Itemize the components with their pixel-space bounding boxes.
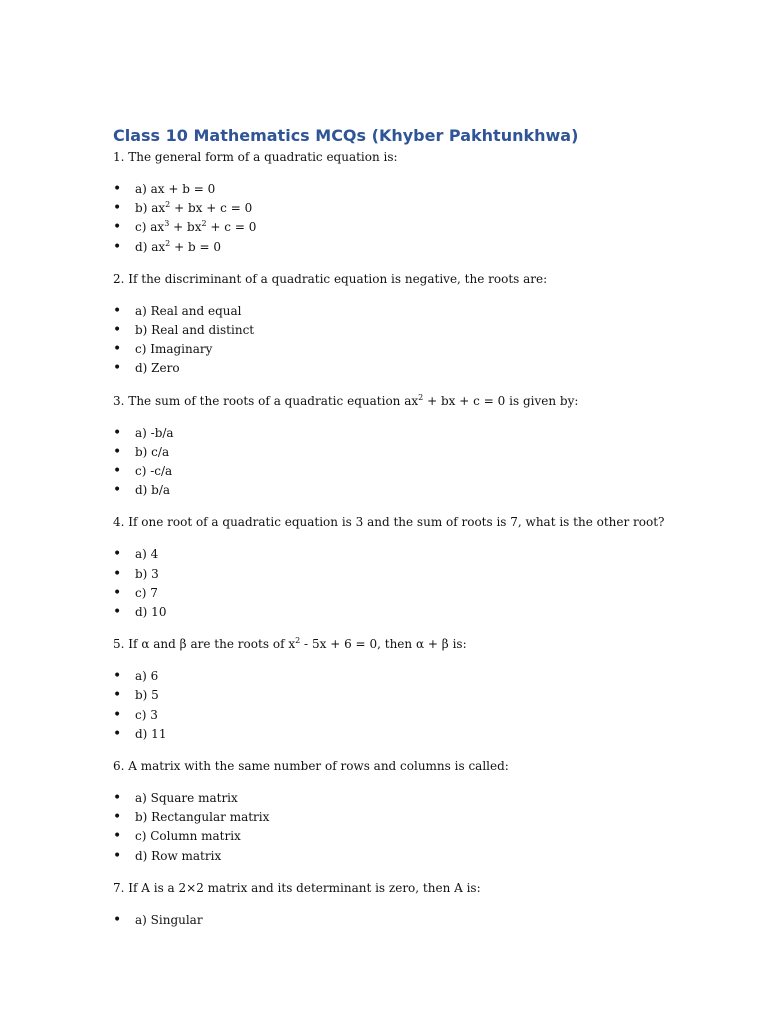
option-text: b) 5 [135,688,159,703]
bullet-icon: • [113,687,122,704]
question-block [113,879,713,930]
bullet-icon: • [113,668,122,685]
option-item [113,545,713,564]
option-list [113,789,713,866]
document-page [113,124,713,943]
option-text: a) 4 [135,547,159,562]
bullet-icon: • [113,341,122,358]
option-item [113,321,713,340]
option-item [113,462,713,481]
bullet-icon: • [113,706,122,723]
bullet-icon: • [113,546,122,563]
option-text: d) b/a [135,483,171,498]
question-text: 1. The general form of a quadratic equation is: [113,150,398,164]
question-block [113,757,713,866]
bullet-icon: • [113,463,122,480]
option-list [113,545,713,622]
option-text: a) Singular [135,912,203,927]
option-text: a) Square matrix [135,791,238,806]
question-text: 4. If one root of a quadratic equation is 3 and the sum of roots is 7, what is the other root? [113,515,665,530]
question-block [113,392,713,501]
document-title: Class 10 Mathematics MCQs (Khyber Pakhtunkhwa) [113,126,579,145]
option-item [113,302,713,321]
question-text: 3. The sum of the roots of a quadratic equation $ax^2$ + bx + c = 0 is given by: [113,392,579,408]
option-list [113,911,713,930]
option-item [113,584,713,603]
bullet-icon: • [113,828,122,845]
bullet-icon: • [113,302,122,319]
option-list [113,180,713,257]
question-text: 2. If the discriminant of a quadratic equation is negative, the roots are: [113,271,548,286]
bullet-icon: • [113,443,122,460]
bullet-icon: • [113,911,122,928]
option-text: a) ax + b = 0 [135,182,216,196]
option-item [113,565,713,584]
option-text: c) -c/a [135,464,173,479]
question-text: 7. If A is a 2×2 matrix and its determinant is zero, then A is: [113,880,481,895]
option-item [113,827,713,846]
question-list [113,148,713,930]
option-item [113,340,713,359]
option-item [113,789,713,808]
option-text: d) Zero [135,361,180,376]
option-text: c) 3 [135,707,158,722]
bullet-icon: • [113,219,122,236]
bullet-icon: • [113,604,122,621]
option-item [113,603,713,622]
bullet-icon: • [113,809,122,826]
bullet-icon: • [113,847,122,864]
option-text: d) Row matrix [135,848,222,863]
option-text: b) Real and distinct [135,323,255,338]
bullet-icon: • [113,725,122,742]
bullet-icon: • [113,322,122,339]
option-item [113,443,713,462]
option-list [113,302,713,379]
bullet-icon: • [113,424,122,441]
option-text: c) Column matrix [135,829,241,844]
bullet-icon: • [113,584,122,601]
bullet-icon: • [113,482,122,499]
option-text: a) Real and equal [135,303,242,318]
question-block [113,270,713,379]
bullet-icon: • [113,238,122,255]
option-text: c) 7 [135,585,158,600]
option-item [113,238,713,257]
bullet-icon: • [113,360,122,377]
option-text: d) 11 [135,726,167,741]
bullet-icon: • [113,181,122,197]
question-block [113,513,713,622]
option-text: b) Rectangular matrix [135,810,270,825]
option-item [113,725,713,744]
question-text: 6. A matrix with the same number of rows and columns is called: [113,759,509,774]
option-item [113,481,713,500]
question-block [113,148,713,257]
option-item [113,808,713,827]
option-text: a) 6 [135,669,159,684]
option-item [113,424,713,443]
option-item [113,706,713,725]
option-item [113,667,713,686]
option-text: d) $ax^2 + b = 0$ [135,238,221,254]
option-item [113,686,713,705]
option-item [113,359,713,378]
bullet-icon: • [113,790,122,807]
option-text: a) -b/a [135,425,174,440]
option-item [113,847,713,866]
bullet-icon: • [113,565,122,582]
option-text: b) 3 [135,566,159,581]
option-text: b) c/a [135,444,170,459]
bullet-icon: • [113,200,122,217]
option-text: c) $ax^3 + bx^2 + c = 0$ [135,219,257,235]
option-text: d) 10 [135,605,167,620]
option-list [113,667,713,744]
option-text: c) Imaginary [135,342,213,357]
option-item [113,180,713,199]
question-block [113,635,713,744]
question-text: 5. If α and β are the roots of $x^2 - 5x + 6 = 0$, then α + β is: [113,636,467,652]
option-item [113,218,713,237]
option-item [113,911,713,930]
option-list [113,424,713,501]
option-item [113,199,713,218]
option-text: b) $ax^2$ + bx + c = 0 [135,200,253,216]
